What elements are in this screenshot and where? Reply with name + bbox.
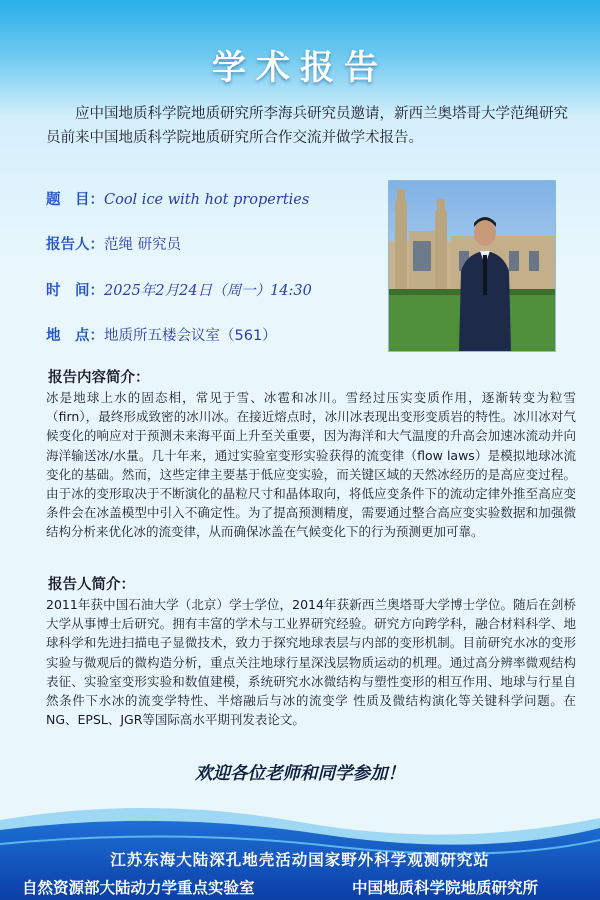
place-row	[46, 324, 277, 345]
footer-station-name: 江苏东海大陆深孔地壳活动国家野外科学观测研究站	[110, 851, 490, 869]
speaker-photo	[388, 180, 556, 352]
intro-paragraph: 应中国地质科学院地质研究所李海兵研究员邀请，新西兰奥塔哥大学范绳研究员前来中国地质科学院地质研究所合作交流并做学术报告。	[46, 106, 568, 146]
speaker-value: 范绳 研究员	[104, 237, 182, 253]
footer-lab-name: 自然资源部大陆动力学重点实验室	[22, 879, 255, 897]
place-value: 地质所五楼会议室（561）	[104, 328, 277, 344]
topic-row	[46, 188, 309, 209]
footer-institute-name: 中国地质科学院地质研究所	[352, 879, 539, 897]
welcome-message: 欢迎各位老师和同学参加！	[195, 764, 405, 784]
place-label: 地 点：	[46, 328, 104, 344]
time-value: 2025年2月24日（周一）14:30	[104, 283, 312, 299]
topic-label: 题 目：	[46, 192, 104, 208]
topic-value: Cool ice with hot properties	[104, 192, 310, 208]
speaker-row	[46, 233, 181, 254]
summary-paragraph: 冰是地球上水的固态相，常见于雪、冰雹和冰川。雪经过压实变质作用，逐渐转变为粒雪（firn），最终形成致密的冰川冰。在接近熔点时，冰川冰表现出变形变质岩的特性。冰川冰对气候变化的响应对于预测未来海平面上升至关重要，因为海洋和大气温度的升高会加速冰流动并向海洋输送冰/水量。几十年来，通过实验室变形实验获得的流变律（flow laws）是模拟地球冰流变化的基础。然而，这些定律主要基于低应变实验，而关键区域的天然冰经历的是高应变过程。由于冰的变形取决于不断演化的晶粒尺寸和晶体取向，将低应变条件下的流动定律外推至高应变条件会在冰盖模型中引入不确定性。为了提高预测精度，需要通过整合高应变实验数据和加强微结构分析来优化冰的流变律，从而确保冰盖在气候变化下的行为预测更加可靠。	[46, 390, 576, 540]
speaker-label: 报告人：	[46, 237, 104, 253]
bio-heading: 报告人简介：	[48, 577, 135, 593]
bio-paragraph: 2011年获中国石油大学（北京）学士学位，2014年获新西兰奥塔哥大学博士学位。随后在剑桥大学从事博士后研究。拥有丰富的学术与工业界研究经验。研究方向跨学科，融合材料科学、地球科学和先进扫描电子显微技术，致力于探究地球表层与内部的变形机制。目前研究水冰的变形实验与微观后的微构造分析，重点关注地球行星深浅层物质运动的机理。通过高分辨率微观结构表征、实验室变形实验和数值建模，系统研究水冰微结构与塑性变形的相互作用、地球与行星自然条件下水冰的流变学特性、半熔融后与冰的流变学 性质及微结构演化等关键科学问题。在NG、EPSL、JGR等国际高水平期刊发表论文。	[46, 597, 576, 728]
time-row	[46, 279, 312, 300]
poster-title: 学术报告	[212, 48, 388, 88]
summary-heading: 报告内容简介：	[48, 370, 150, 386]
time-label: 时 间：	[46, 283, 104, 299]
